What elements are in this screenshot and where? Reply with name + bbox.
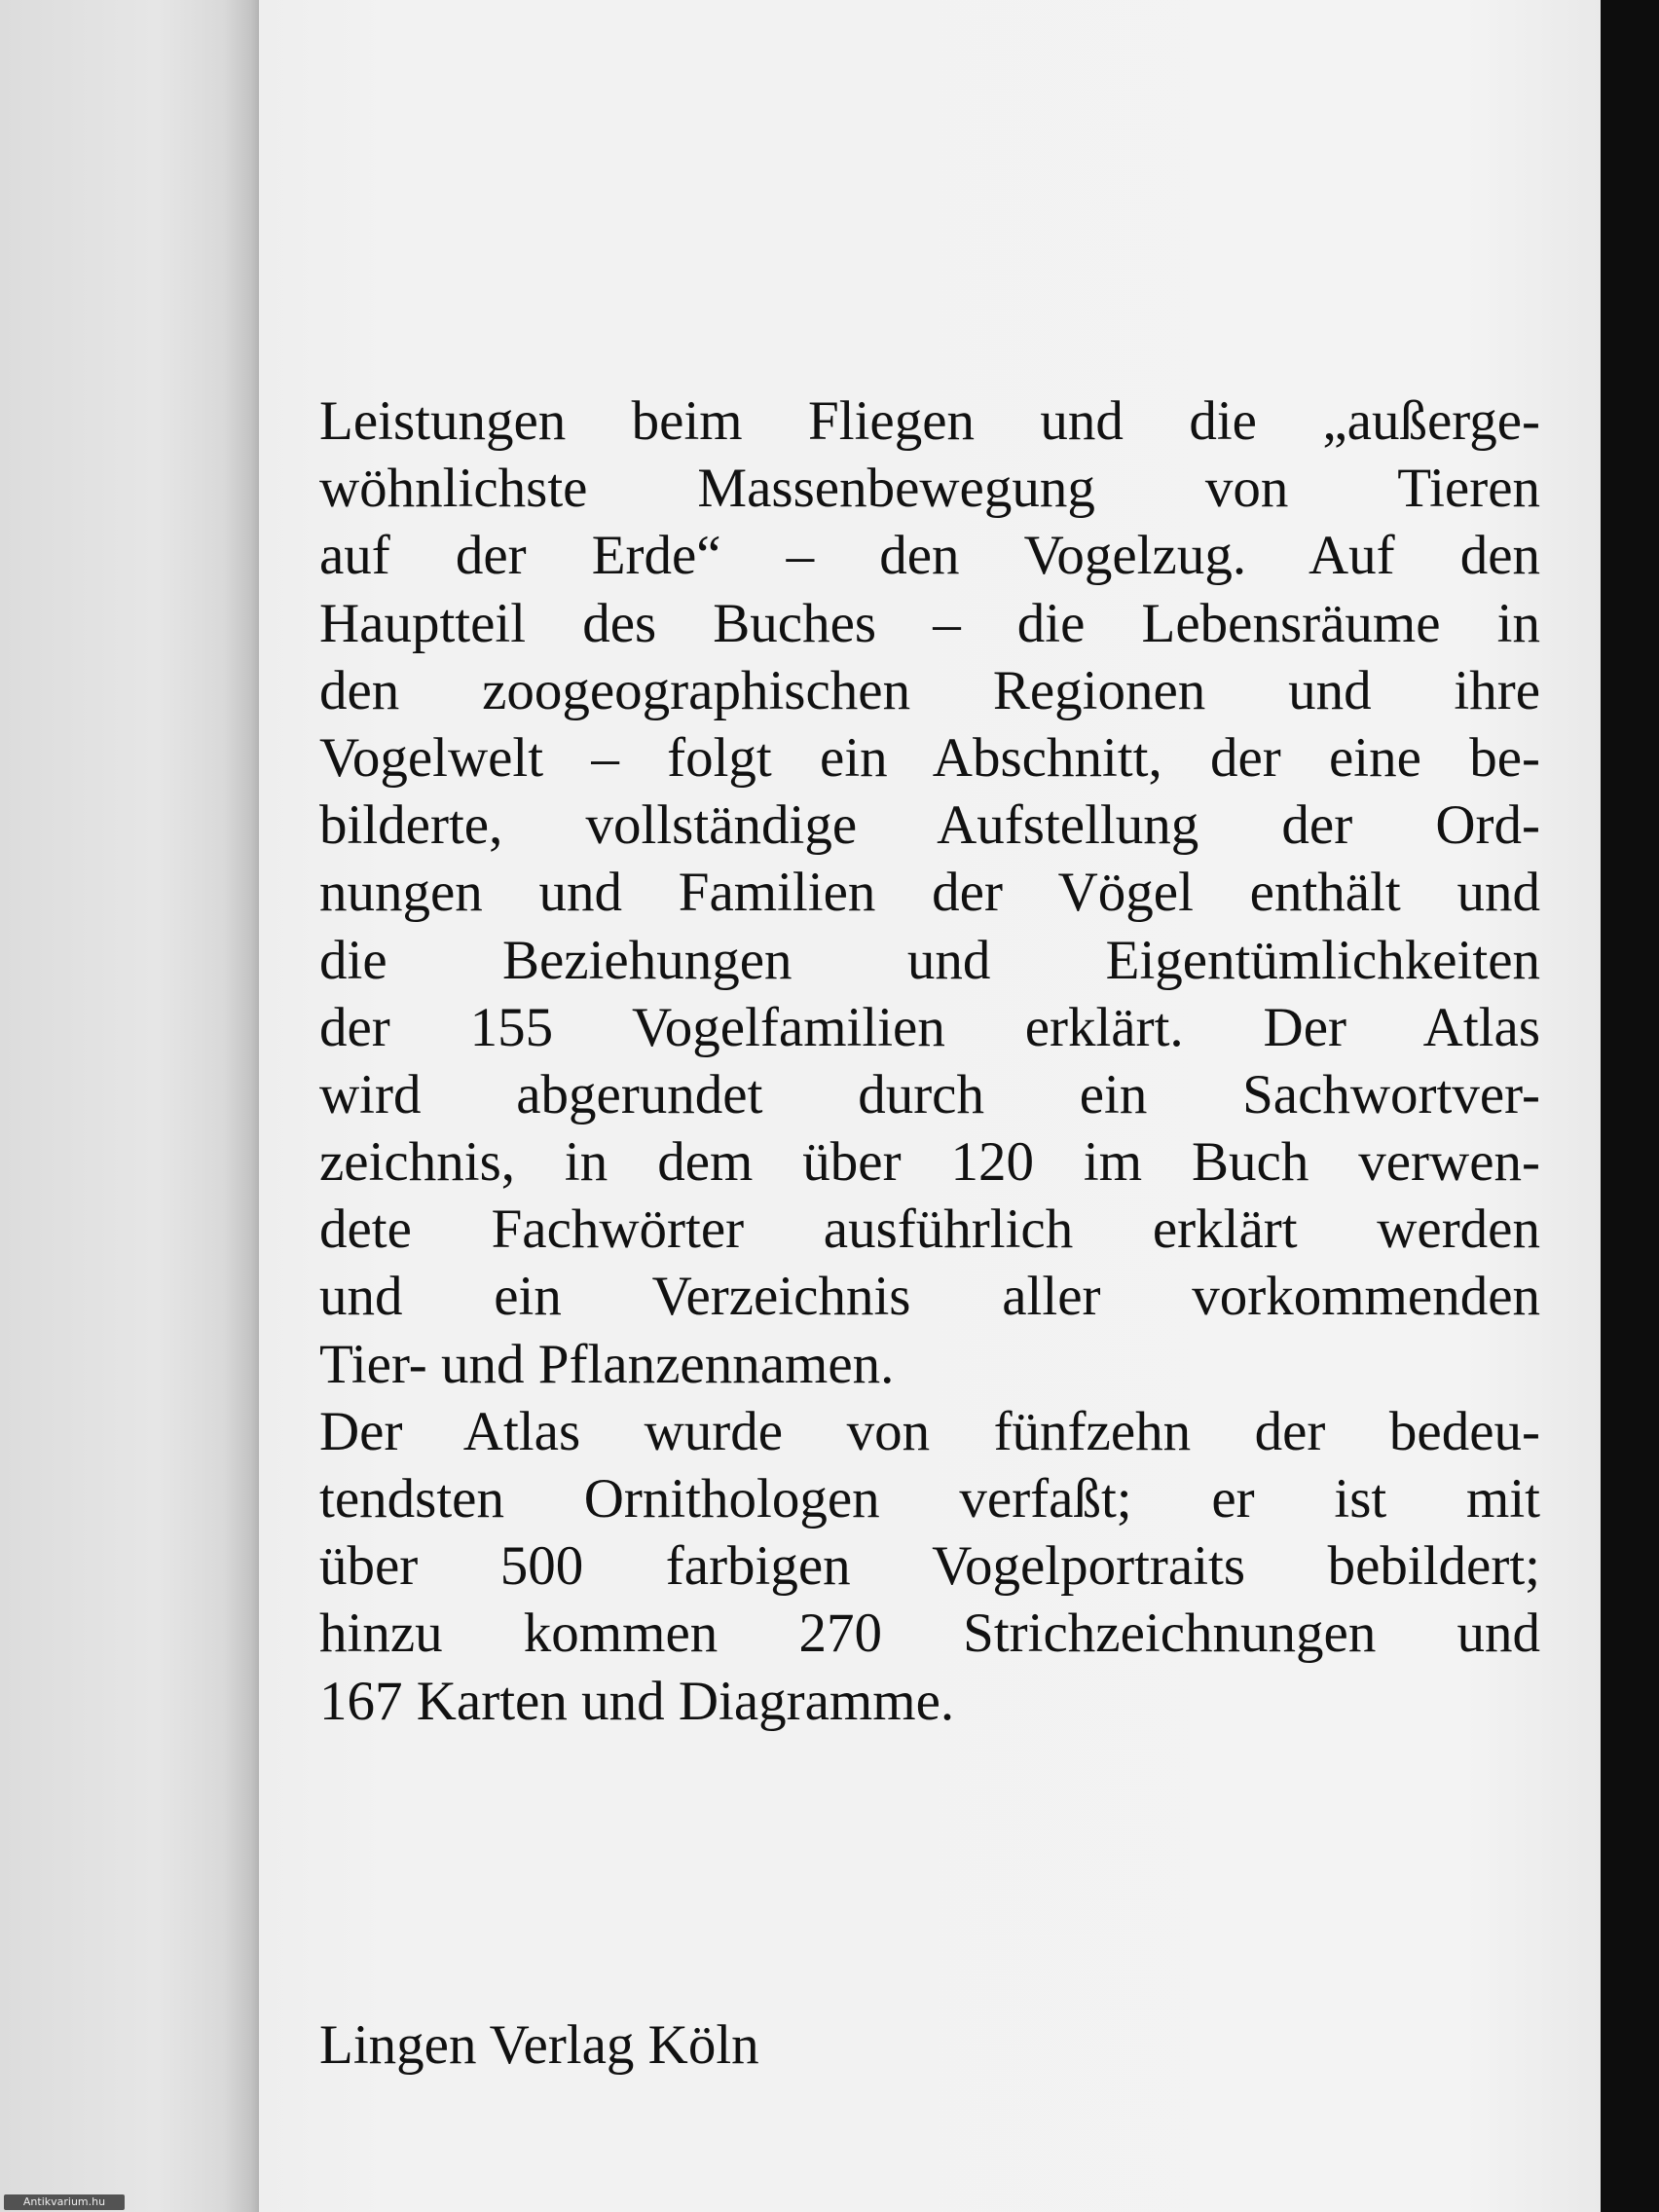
- text-line: über 500 farbigen Vogelportraits bebildert;: [319, 1535, 1540, 1598]
- text-line: tendsten Ornithologen verfaßt; er ist mit: [319, 1468, 1540, 1530]
- text-line: wird abgerundet durch ein Sachwortver-: [319, 1063, 1540, 1125]
- publisher-imprint: Lingen Verlag Köln: [319, 2014, 759, 2076]
- text-line: Vogelwelt – folgt ein Abschnitt, der eine be-: [319, 726, 1540, 789]
- text-line: Hauptteil des Buches – die Lebensräume in: [319, 592, 1540, 654]
- dark-edge: [1601, 0, 1659, 2212]
- text-line: wöhnlichste Massenbewegung von Tieren: [319, 458, 1540, 520]
- left-page: [0, 0, 261, 2212]
- text-line: Tier- und Pflanzennamen.: [319, 1333, 895, 1395]
- text-line: den zoogeographischen Regionen und ihre: [319, 659, 1540, 721]
- text-line: Der Atlas wurde von fünfzehn der bedeu-: [319, 1400, 1540, 1462]
- text-line: Leistungen beim Fliegen und die „außerge-: [319, 390, 1540, 452]
- text-line: dete Fachwörter ausführlich erklärt werden: [319, 1198, 1540, 1261]
- text-line: hinzu kommen 270 Strichzeichnungen und: [319, 1603, 1540, 1665]
- text-line: zeichnis, in dem über 120 im Buch verwen-: [319, 1131, 1540, 1194]
- text-line: auf der Erde“ – den Vogelzug. Auf den: [319, 525, 1540, 587]
- text-line: nungen und Familien der Vögel enthält und: [319, 862, 1540, 924]
- watermark-label: Antikvarium.hu: [4, 2194, 125, 2210]
- gutter-shadow: [224, 0, 263, 2212]
- text-line: und ein Verzeichnis aller vorkommenden: [319, 1266, 1540, 1328]
- body-text: [319, 387, 1540, 1735]
- text-line: bilderte, vollständige Aufstellung der Ord-: [319, 794, 1540, 857]
- text-line: der 155 Vogelfamilien erklärt. Der Atlas: [319, 996, 1540, 1058]
- text-line: die Beziehungen und Eigentümlichkeiten: [319, 929, 1540, 991]
- text-line: 167 Karten und Diagramme.: [319, 1670, 955, 1732]
